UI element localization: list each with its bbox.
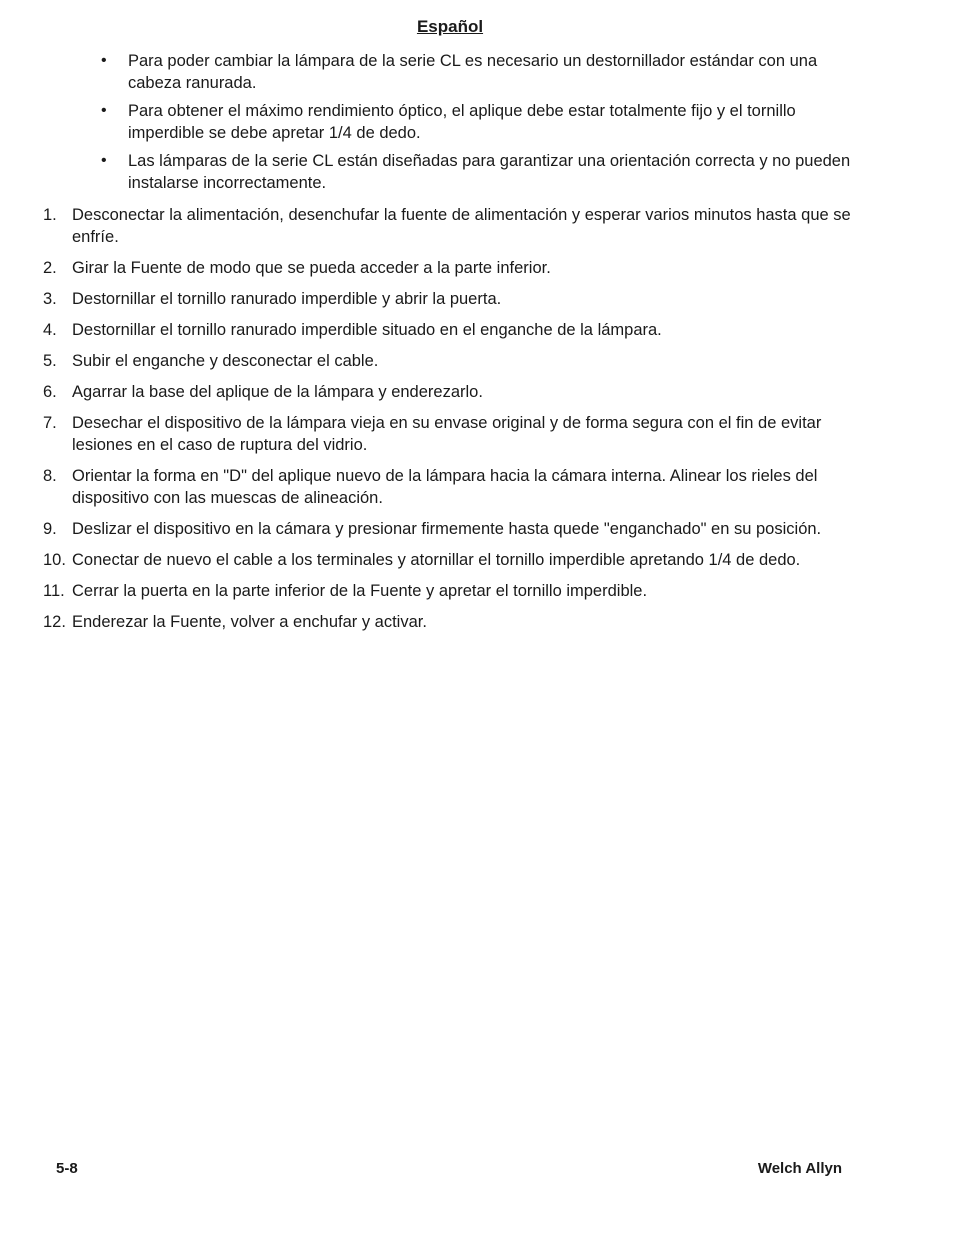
step-text: Agarrar la base del aplique de la lámpara y enderezarlo. xyxy=(72,383,483,401)
step-number: 6. xyxy=(43,383,57,401)
step-text: Conectar de nuevo el cable a los terminales y atornillar el tornillo imperdible apretando 1/4 de dedo. xyxy=(72,551,801,569)
step-text: Subir el enganche y desconectar el cable. xyxy=(72,352,379,370)
step-item xyxy=(43,518,870,540)
bullet-item xyxy=(101,150,870,194)
step-text: Enderezar la Fuente, volver a enchufar y activar. xyxy=(72,613,427,631)
bullet-text: Para obtener el máximo rendimiento óptico, el aplique debe estar totalmente fijo y el tornillo imperdible se debe apretar 1/4 de dedo. xyxy=(128,102,796,142)
step-number: 9. xyxy=(43,520,57,538)
footer-brand: Welch Allyn xyxy=(757,1160,842,1177)
bullet-icon: • xyxy=(101,102,107,119)
step-number: 4. xyxy=(43,321,57,339)
bullet-text: Las lámparas de la serie CL están diseñadas para garantizar una orientación correcta y no pueden instalarse incorrectamente. xyxy=(128,152,851,192)
page-number: 5-8 xyxy=(56,1160,78,1177)
step-text: Girar la Fuente de modo que se pueda acceder a la parte inferior. xyxy=(72,259,551,277)
step-item xyxy=(43,319,870,341)
bullet-text: Para poder cambiar la lámpara de la serie CL es necesario un destornillador estándar con una cabeza ranurada. xyxy=(128,52,818,92)
bullet-icon: • xyxy=(101,152,107,169)
step-item xyxy=(43,350,870,372)
step-item xyxy=(43,611,870,633)
step-text: Deslizar el dispositivo en la cámara y presionar firmemente hasta quede "enganchado" en su posición. xyxy=(72,520,822,538)
step-item xyxy=(43,412,870,456)
step-text: Desechar el dispositivo de la lámpara vieja en su envase original y de forma segura con el fin de evitar lesiones en el caso de ruptura del vidrio. xyxy=(72,414,822,454)
page-title: Español xyxy=(416,17,484,36)
step-number: 2. xyxy=(43,259,57,277)
step-number: 5. xyxy=(43,352,57,370)
step-text: Destornillar el tornillo ranurado imperdible y abrir la puerta. xyxy=(72,290,502,308)
step-item xyxy=(43,549,870,571)
step-item xyxy=(43,204,870,248)
bullet-item xyxy=(101,100,870,144)
bullet-list xyxy=(101,50,870,200)
step-list xyxy=(43,204,870,642)
step-number: 10. xyxy=(43,551,66,569)
step-text: Desconectar la alimentación, desenchufar la fuente de alimentación y esperar varios minutos hasta que se enfríe. xyxy=(72,206,851,246)
step-number: 12. xyxy=(43,613,66,631)
step-item xyxy=(43,257,870,279)
step-item xyxy=(43,465,870,509)
step-number: 1. xyxy=(43,206,57,224)
step-text: Cerrar la puerta en la parte inferior de la Fuente y apretar el tornillo imperdible. xyxy=(72,582,648,600)
step-number: 11. xyxy=(43,582,65,600)
bullet-icon: • xyxy=(101,52,107,69)
step-number: 7. xyxy=(43,414,57,432)
step-text: Destornillar el tornillo ranurado imperdible situado en el enganche de la lámpara. xyxy=(72,321,662,339)
step-number: 3. xyxy=(43,290,57,308)
step-item xyxy=(43,381,870,403)
bullet-item xyxy=(101,50,870,94)
step-item xyxy=(43,288,870,310)
step-item xyxy=(43,580,870,602)
step-text: Orientar la forma en "D" del aplique nuevo de la lámpara hacia la cámara interna. Alinear los rieles del dispositivo con las muescas de alineación. xyxy=(72,467,818,507)
step-number: 8. xyxy=(43,467,57,485)
